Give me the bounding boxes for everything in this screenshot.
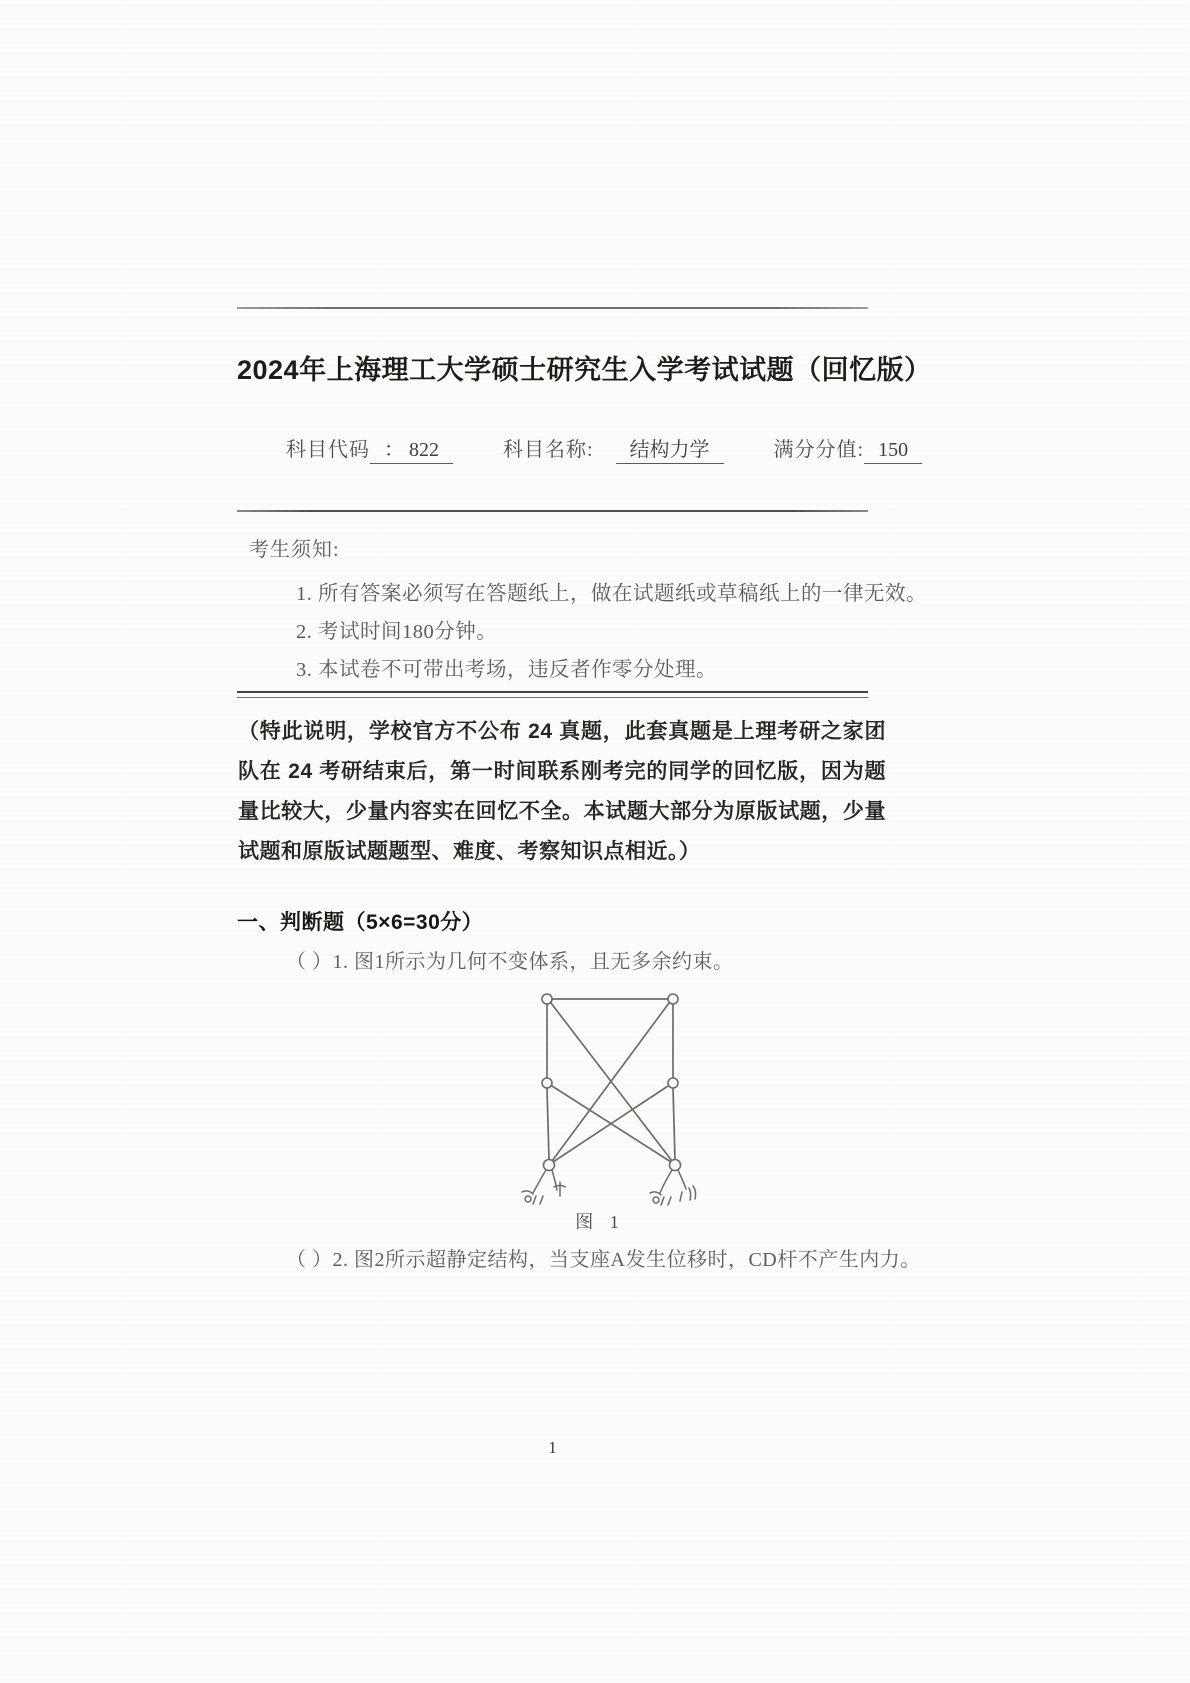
subject-code-label: 科目代码 xyxy=(286,439,370,461)
subject-name-label: 科目名称: xyxy=(503,439,594,461)
subject-name-value: 结构力学 xyxy=(616,433,724,464)
section1-heading: 一、判断题（5×6=30分） xyxy=(237,911,484,934)
page-title: 2024年上海理工大学硕士研究生入学考试试题（回忆版） xyxy=(237,355,932,385)
full-score-label: 满分分值: xyxy=(773,439,865,461)
subject-code-value: ： 822 xyxy=(370,433,453,464)
page-number: 1 xyxy=(548,1438,557,1457)
disclaimer-paragraph: （特此说明，学校官方不公布 24 真题，此套真题是上理考研之家团队在 24 考研结束后，第一时间联系刚考完的同学的回忆版，因为题量比较大，少量内容实在回忆不全。本试题大部分为原版试题，少量试题和原版试题题型、难度、考察知识点相近。） xyxy=(238,720,886,863)
subject-info-row xyxy=(286,433,909,464)
figure1-caption: 图 1 xyxy=(575,1212,625,1232)
notice-item-2: 2. 考试时间180分钟。 xyxy=(296,621,498,643)
top-divider-line xyxy=(237,307,868,309)
subject-divider-line xyxy=(237,510,868,512)
notice-item-1: 1. 所有答案必须写在答题纸上，做在试题纸或草稿纸上的一律无效。 xyxy=(296,583,927,605)
question-1: （ ）1. 图1所示为几何不变体系，且无多余约束。 xyxy=(286,951,734,973)
pin-support-right-icon xyxy=(650,1170,696,1205)
pin-support-left-icon xyxy=(522,1170,565,1204)
question-2: （ ）2. 图2所示超静定结构，当支座A发生位移时，CD杆不产生内力。 xyxy=(286,1249,921,1271)
figure1-truss-diagram xyxy=(455,965,745,1215)
truss-bars xyxy=(547,999,675,1162)
notice-heading: 考生须知: xyxy=(249,539,340,561)
notice-item-3: 3. 本试卷不可带出考场，违反者作零分处理。 xyxy=(296,659,717,681)
double-divider-line xyxy=(237,691,868,698)
full-score-value: 150 xyxy=(864,439,922,464)
